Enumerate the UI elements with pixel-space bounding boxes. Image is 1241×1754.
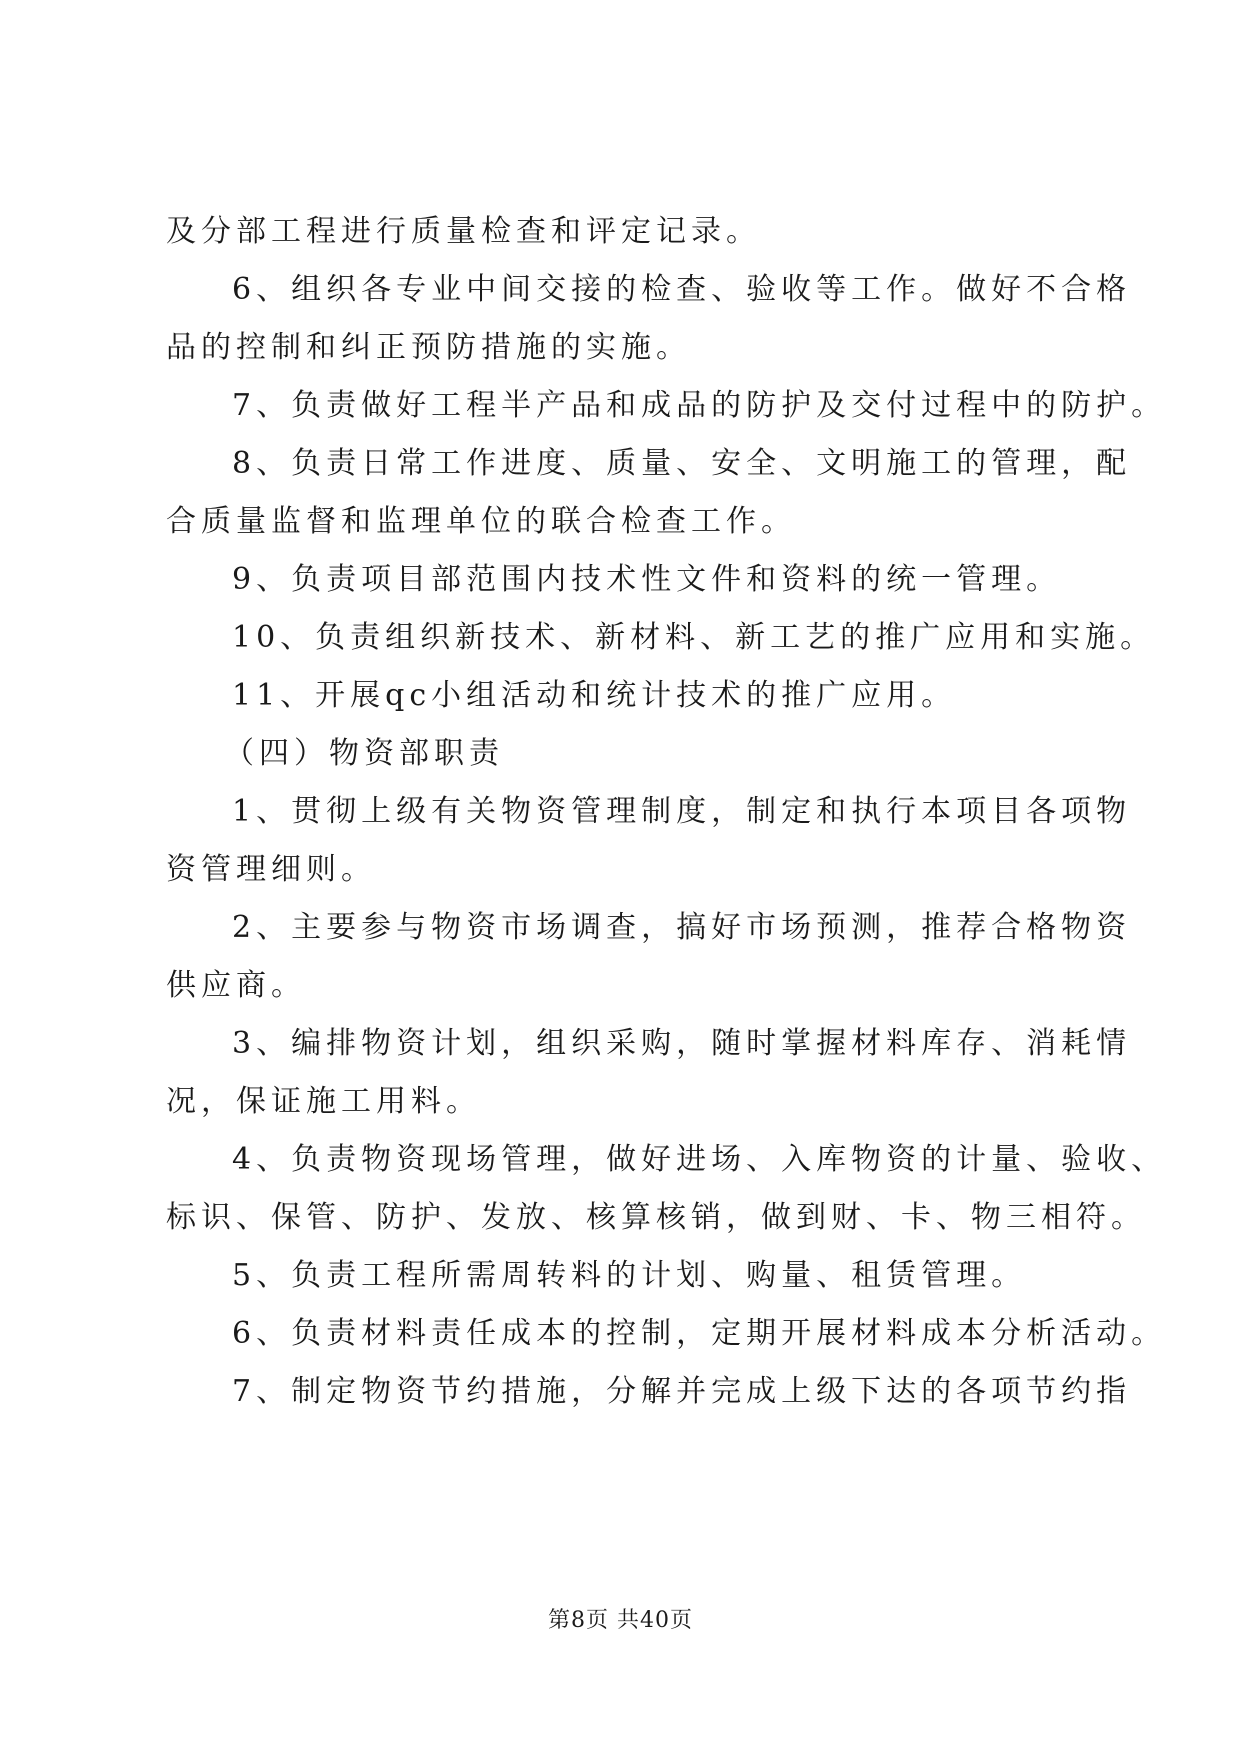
text-line: 况，保证施工用料。	[166, 1084, 481, 1119]
text-line: 4、负责物资现场管理，做好进场、入库物资的计量、验收、	[232, 1142, 1167, 1177]
text-line: 2、主要参与物资市场调查，搞好市场预测，推荐合格物资	[232, 910, 1132, 945]
text-line: 7、负责做好工程半产品和成品的防护及交付过程中的防护。	[232, 388, 1167, 423]
page-number-footer: 第8页 共40页	[548, 1608, 693, 1633]
text-line: 8、负责日常工作进度、质量、安全、文明施工的管理，配	[232, 446, 1132, 481]
text-line: 及分部工程进行质量检查和评定记录。	[166, 214, 761, 249]
section-heading: （四）物资部职责	[224, 736, 504, 771]
text-line: 1、贯彻上级有关物资管理制度，制定和执行本项目各项物	[232, 794, 1132, 829]
text-line: 7、制定物资节约措施，分解并完成上级下达的各项节约指	[232, 1374, 1132, 1409]
text-line: 供应商。	[166, 968, 306, 1003]
text-line: 合质量监督和监理单位的联合检查工作。	[166, 504, 796, 539]
text-line: 6、负责材料责任成本的控制，定期开展材料成本分析活动。	[232, 1316, 1167, 1351]
text-line: 资管理细则。	[166, 852, 376, 887]
text-line: 标识、保管、防护、发放、核算核销，做到财、卡、物三相符。	[166, 1200, 1146, 1235]
text-line: 9、负责项目部范围内技术性文件和资料的统一管理。	[232, 562, 1062, 597]
text-line: 5、负责工程所需周转料的计划、购量、租赁管理。	[232, 1258, 1027, 1293]
text-line: 品的控制和纠正预防措施的实施。	[166, 330, 691, 365]
text-line: 11、开展qc小组活动和统计技术的推广应用。	[232, 678, 957, 713]
text-line: 6、组织各专业中间交接的检查、验收等工作。做好不合格	[232, 272, 1132, 307]
text-line: 10、负责组织新技术、新材料、新工艺的推广应用和实施。	[232, 620, 1156, 655]
text-line: 3、编排物资计划，组织采购，随时掌握材料库存、消耗情	[232, 1026, 1132, 1061]
